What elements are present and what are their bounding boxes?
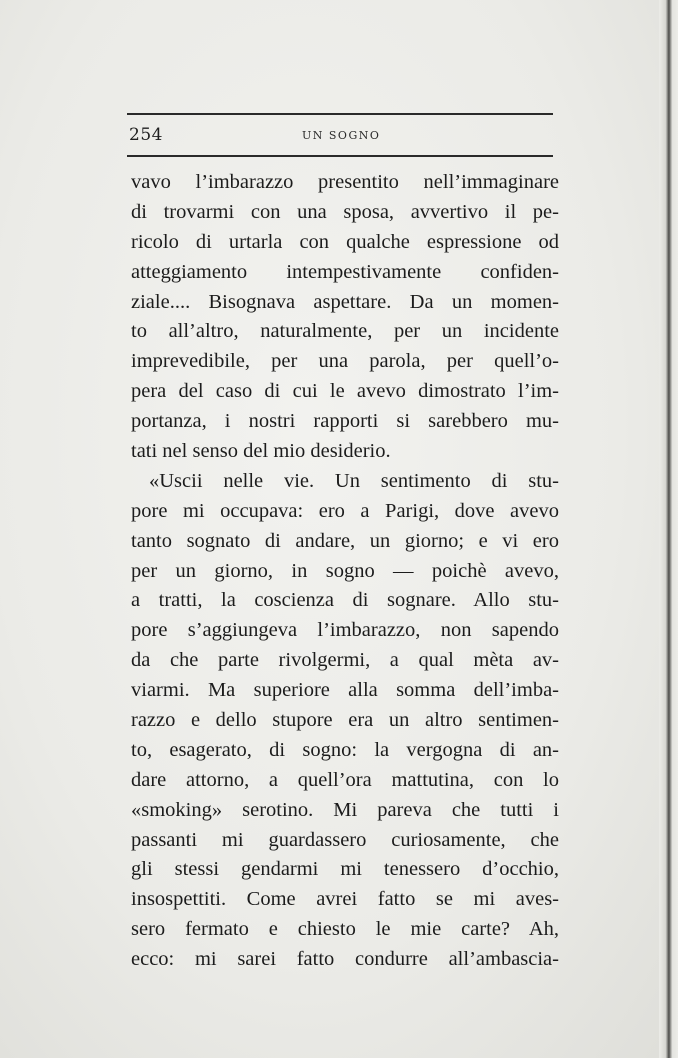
text-line: insospettiti. Come avrei fatto se mi aves- bbox=[131, 888, 559, 911]
text-line: viarmi. Ma superiore alla somma dell’imba- bbox=[131, 679, 559, 702]
text-line: ecco: mi sarei fatto condurre all’ambascia- bbox=[131, 948, 559, 971]
running-head: UN SOGNO bbox=[302, 129, 381, 142]
text-line: pore mi occupava: ero a Parigi, dove avevo bbox=[131, 499, 559, 522]
text-line: to all’altro, naturalmente, per un incidente bbox=[131, 320, 559, 343]
text-line: vavo l’imbarazzo presentito nell’immaginare bbox=[131, 171, 559, 193]
text-line: tanto sognato di andare, un giorno; e vi ero bbox=[131, 529, 559, 552]
text-line: a tratti, la coscienza di sognare. Allo stu- bbox=[131, 589, 559, 612]
header-rule-bottom bbox=[127, 155, 553, 157]
text-line: dare attorno, a quell’ora mattutina, con lo bbox=[131, 768, 559, 791]
text-line: to, esagerato, di sogno: la vergogna di an- bbox=[131, 738, 559, 761]
page-number: 254 bbox=[129, 125, 163, 145]
text-line: passanti mi guardassero curiosamente, che bbox=[131, 828, 559, 851]
text-line: «smoking» serotino. Mi pareva che tutti i bbox=[131, 798, 559, 821]
text-line: per un giorno, in sogno — poichè avevo, bbox=[131, 559, 559, 582]
text-line: atteggiamento intempestivamente confiden- bbox=[131, 260, 559, 283]
text-line: pera del caso di cui le avevo dimostrato l’im- bbox=[131, 380, 559, 403]
text-line: «Uscii nelle vie. Un sentimento di stu- bbox=[149, 469, 559, 492]
text-line: gli stessi gendarmi mi tenessero d’occhio, bbox=[131, 858, 559, 881]
text-line: ricolo di urtarla con qualche espressione od bbox=[131, 230, 559, 253]
text-line: ziale.... Bisognava aspettare. Da un momen- bbox=[131, 290, 559, 313]
text-line: da che parte rivolgermi, a qual mèta av- bbox=[131, 649, 559, 672]
text-line: sero fermato e chiesto le mie carte? Ah, bbox=[131, 918, 559, 941]
text-line: di trovarmi con una sposa, avvertivo il pe- bbox=[131, 200, 559, 223]
page-header bbox=[127, 113, 553, 161]
page-spine-edge bbox=[659, 0, 678, 1058]
body-text bbox=[131, 168, 559, 975]
header-rule-top bbox=[127, 113, 553, 115]
text-line: pore s’aggiungeva l’imbarazzo, non sapendo bbox=[131, 619, 559, 642]
text-line: tati nel senso del mio desiderio. bbox=[131, 440, 391, 463]
text-line: imprevedibile, per una parola, per quell’o- bbox=[131, 350, 559, 373]
text-line: portanza, i nostri rapporti si sarebbero mu- bbox=[131, 410, 559, 433]
text-line: razzo e dello stupore era un altro sentimen- bbox=[131, 709, 559, 732]
